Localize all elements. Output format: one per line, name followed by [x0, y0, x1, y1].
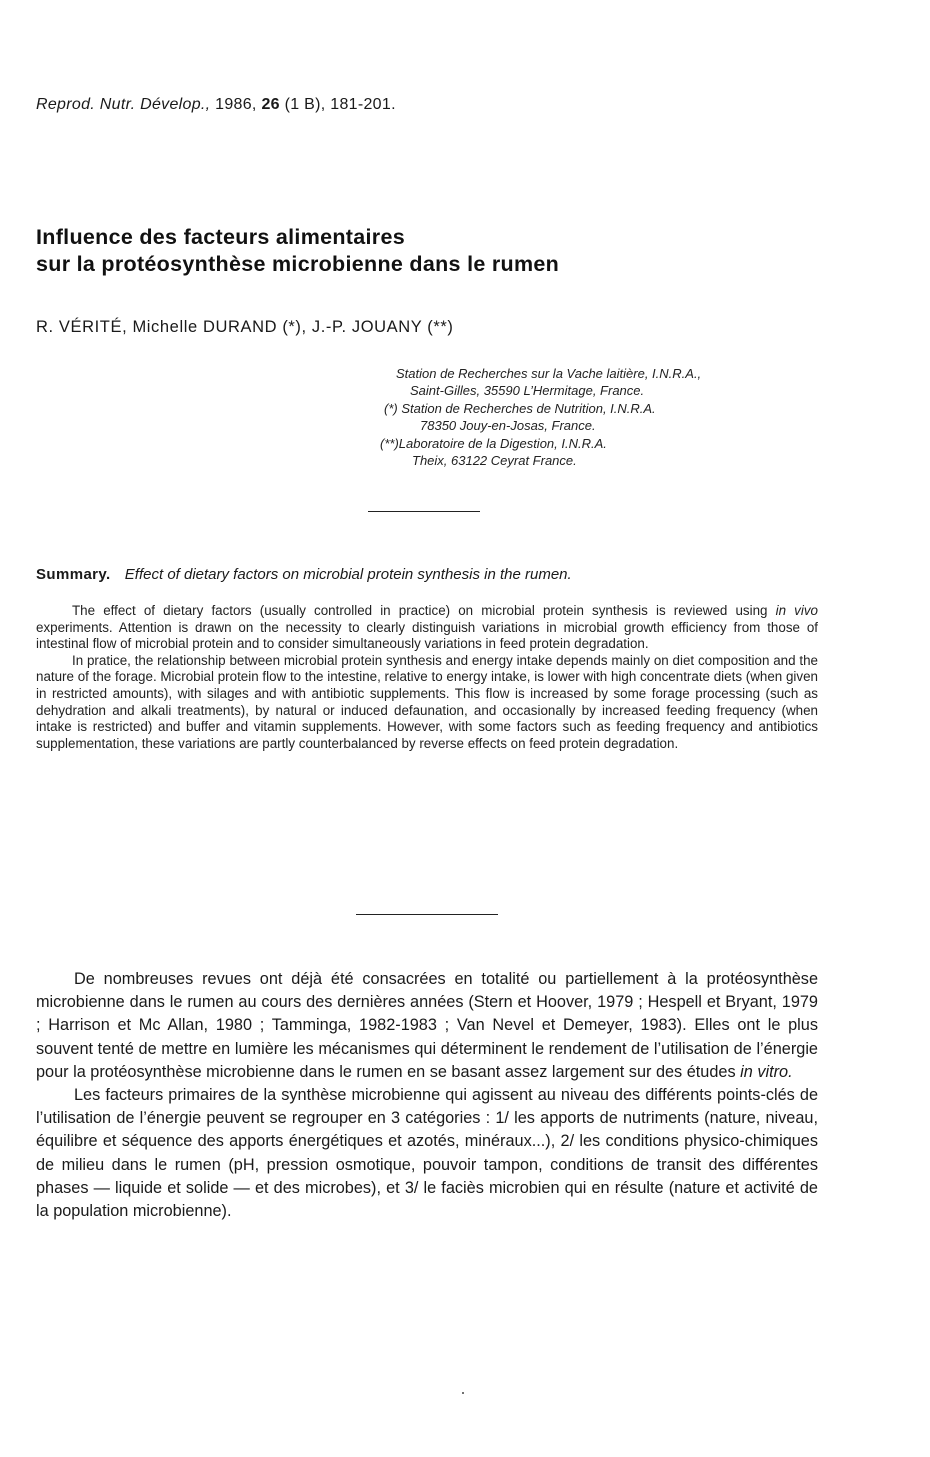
article-title	[36, 224, 559, 278]
affiliation-line: Saint-Gilles, 35590 L’Hermitage, France.	[410, 383, 645, 399]
summary-heading	[36, 566, 572, 583]
section-divider	[356, 914, 498, 915]
abstract-text: The effect of dietary factors (usually controlled in practice) on microbial protein synthesis is reviewed using	[72, 603, 776, 618]
title-line-1: Influence des facteurs alimentaires	[36, 225, 405, 249]
section-divider	[368, 511, 480, 512]
affiliation-line: 78350 Jouy-en-Josas, France.	[420, 418, 596, 434]
summary-title: Effect of dietary factors on microbial protein synthesis in the rumen.	[124, 566, 572, 583]
title-line-2: sur la protéosynthèse microbienne dans le rumen	[36, 252, 560, 276]
journal-pages: 181-201.	[330, 96, 396, 113]
abstract	[36, 603, 818, 752]
abstract-paragraph	[36, 603, 818, 653]
journal-name: Reprod. Nutr. Dévelop.,	[36, 96, 211, 113]
body-paragraph: Les facteurs primaires de la synthèse microbienne qui agissent au niveau des différents points-clés de l’utilisation de l’énergie peuvent se regrouper en 3 catégories : 1/ les apports de nutriments (nature, niveau, équilibre et séquence des apports énergétiques et azotés, minéraux...), 2/ les conditions physico-chimiques de milieu dans le rumen (pH, pression osmotique, pouvoir tampon, conditions de transit des différentes phases — liquide et solide — et des microbes), et 3/ le faciès microbien qui en résulte (nature et activité de la population microbienne).	[36, 1086, 818, 1221]
abstract-text: experiments. Attention is drawn on the necessity to clearly distinguish variations in microbial growth efficiency from those of intestinal flow of microbial protein and to consider simultaneously variations in feed protein degradation.	[36, 619, 818, 652]
abstract-paragraph: In pratice, the relationship between microbial protein synthesis and energy intake depends mainly on diet composition and the nature of the forage. Microbial protein flow to the intestine, relative to energy intake, is lower with high concentrate diets (when given in restricted amounts), with silages and with antibiotic supplements. This flow is increased by some forage processing (such as dehydration and alkali treatments), by natural or induced defaunation, and occasionally by increased feeding frequency (when intake is restricted) and buffer and vitamin supplements. However, with some factors such as feeding frequency and antibiotics supplementation, these variations are partly counterbalanced by reverse effects on feed protein degradation.	[36, 652, 818, 751]
journal-citation	[36, 96, 396, 114]
body-text-run: De nombreuses revues ont déjà été consacrées en totalité ou partiellement à la protéosynthèse microbienne dans le rumen au cours des dernières années (Stern et Hoover, 1979 ; Hespell et Bryant, 1979 ; Harrison et Mc Allan, 1980 ; Tamminga, 1982-1983 ; Van Nevel et Demeyer, 1983). Elles ont le plus souvent tenté de mettre en lumière les mécanismes qui déterminent le rendement de l’utilisation de l’énergie pour la protéosynthèse microbienne dans le rumen en se basant assez largement sur des études	[36, 970, 818, 1081]
journal-year: 1986,	[215, 96, 257, 113]
body-paragraph	[36, 968, 818, 1084]
abstract-italic: in vivo	[775, 603, 818, 618]
authors: R. VÉRITÉ, Michelle DURAND (*), J.-P. JOUANY (**)	[36, 318, 454, 336]
summary-label: Summary.	[36, 566, 111, 583]
affiliation-line: Theix, 63122 Ceyrat France.	[412, 453, 577, 469]
affiliation-line: Station de Recherches sur la Vache laitière, I.N.R.A.,	[396, 366, 702, 381]
journal-volume: 26	[261, 96, 280, 113]
body-italic: in vitro.	[740, 1062, 793, 1081]
journal-issue: (1 B),	[284, 96, 326, 113]
affiliations	[380, 365, 850, 469]
body-text	[36, 968, 818, 1223]
affiliation-line: (**)Laboratoire de la Digestion, I.N.R.A.	[380, 435, 607, 451]
page-mark	[462, 1392, 464, 1394]
affiliation-line: (*) Station de Recherches de Nutrition, I.N.R.A.	[384, 400, 656, 416]
